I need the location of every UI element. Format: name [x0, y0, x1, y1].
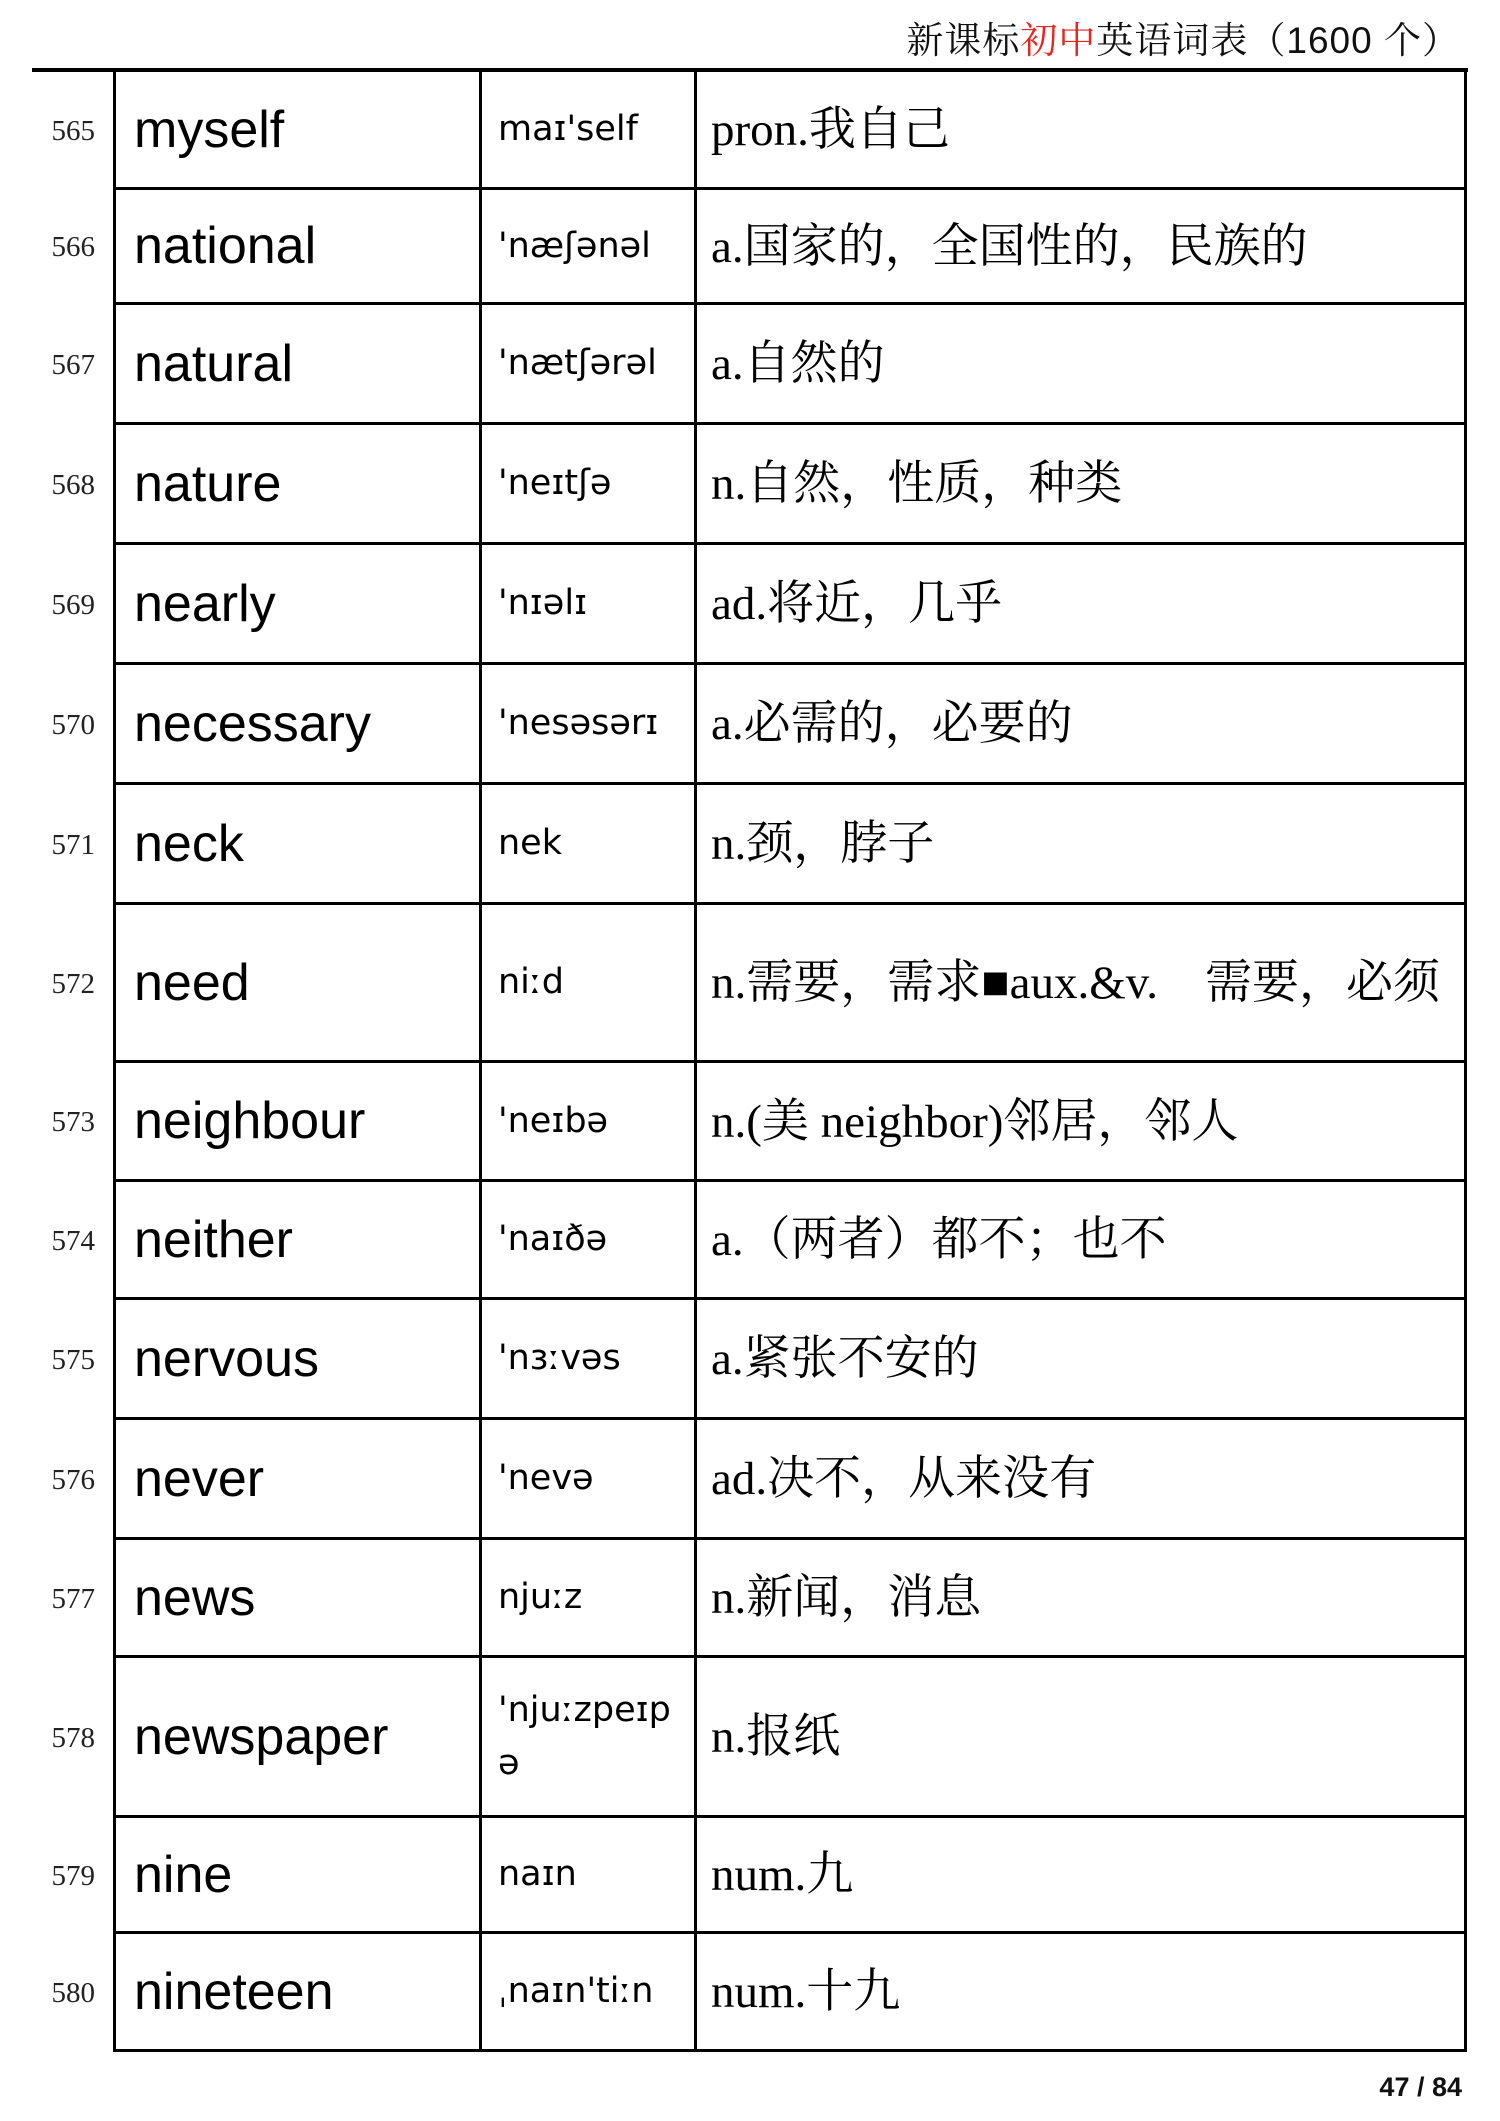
word-cell: news — [113, 1540, 482, 1658]
word-cell: neighbour — [113, 1063, 482, 1182]
phonetic-cell: nek — [482, 785, 697, 905]
row-number: 573 — [51, 1106, 95, 1138]
meaning-cell: a.紧张不安的 — [697, 1300, 1467, 1420]
row-number: 565 — [51, 114, 95, 147]
row-number: 579 — [51, 1859, 95, 1892]
meaning-cell: ad.决不，从来没有 — [697, 1420, 1467, 1540]
phonetic-cell: ˌnaɪn'tiːn — [482, 1934, 697, 2052]
phonetic-cell: niːd — [482, 905, 697, 1063]
meaning-cell: n.颈，脖子 — [697, 785, 1467, 905]
meaning-cell: a.自然的 — [697, 305, 1467, 425]
phonetic-cell: naɪn — [482, 1818, 697, 1934]
word-cell: need — [113, 905, 482, 1063]
page-number: 47 / 84 — [1379, 2072, 1462, 2102]
page-title — [906, 10, 1460, 64]
row-number: 580 — [51, 1976, 95, 2009]
meaning-cell: a.（两者）都不；也不 — [697, 1182, 1467, 1300]
meaning-cell: a.国家的，全国性的，民族的 — [697, 190, 1467, 305]
phonetic-cell: 'neɪbə — [482, 1063, 697, 1182]
phonetic-cell: njuːz — [482, 1540, 697, 1658]
meaning-cell: num.十九 — [697, 1934, 1467, 2052]
word-cell: never — [113, 1420, 482, 1540]
phonetic-cell: 'nɪəlɪ — [482, 545, 697, 665]
row-number: 572 — [51, 967, 95, 1000]
meaning-cell: n.(美 neighbor)邻居，邻人 — [697, 1063, 1467, 1182]
word-cell: nineteen — [113, 1934, 482, 2052]
phonetic-cell: 'nætʃərəl — [482, 305, 697, 425]
word-cell: nine — [113, 1818, 482, 1934]
phonetic-cell: maɪ'self — [482, 72, 697, 190]
phonetic-cell: 'nevə — [482, 1420, 697, 1540]
page-title-prefix: 新课标 — [906, 20, 1021, 61]
phonetic-cell: 'naɪðə — [482, 1182, 697, 1300]
row-number: 577 — [51, 1582, 95, 1615]
phonetic-cell: 'nɜːvəs — [482, 1300, 697, 1420]
row-number: 574 — [51, 1224, 95, 1257]
row-number: 567 — [51, 348, 95, 381]
word-cell: newspaper — [113, 1658, 482, 1818]
meaning-cell: pron.我自己 — [697, 72, 1467, 190]
page-title-highlight: 初中 — [1020, 20, 1097, 61]
row-number: 575 — [51, 1343, 95, 1376]
word-cell: national — [113, 190, 482, 305]
word-cell: nervous — [113, 1300, 482, 1420]
row-number: 578 — [51, 1721, 95, 1754]
meaning-cell: n.报纸 — [697, 1658, 1467, 1818]
row-number: 566 — [51, 231, 95, 263]
meaning-cell: n.需要，需求■aux.&v. 需要，必须 — [697, 905, 1467, 1063]
word-cell: neither — [113, 1182, 482, 1300]
page-title-suffix: 英语词表（1600 个） — [1096, 20, 1460, 61]
word-cell: necessary — [113, 665, 482, 785]
word-cell: myself — [113, 72, 482, 190]
row-number: 569 — [51, 588, 95, 621]
phonetic-cell: 'neɪtʃə — [482, 425, 697, 545]
vocab-table — [32, 72, 1467, 2052]
word-cell: natural — [113, 305, 482, 425]
row-number: 568 — [51, 468, 95, 501]
meaning-cell: n.自然，性质，种类 — [697, 425, 1467, 545]
phonetic-cell: 'nesəsərɪ — [482, 665, 697, 785]
meaning-cell: a.必需的，必要的 — [697, 665, 1467, 785]
row-number: 570 — [51, 708, 95, 741]
meaning-cell: n.新闻，消息 — [697, 1540, 1467, 1658]
meaning-cell: ad.将近，几乎 — [697, 545, 1467, 665]
word-cell: neck — [113, 785, 482, 905]
row-number: 576 — [51, 1463, 95, 1496]
word-cell: nature — [113, 425, 482, 545]
phonetic-cell: 'njuːzpeɪpə — [482, 1658, 697, 1818]
word-cell: nearly — [113, 545, 482, 665]
meaning-cell: num.九 — [697, 1818, 1467, 1934]
phonetic-cell: 'næʃənəl — [482, 190, 697, 305]
row-number: 571 — [51, 828, 95, 861]
